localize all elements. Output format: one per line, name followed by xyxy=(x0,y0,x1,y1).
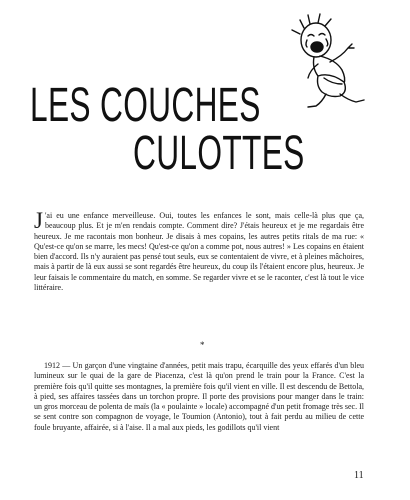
paragraph-2: 1912 — Un garçon d'une vingtaine d'années, petit mais trapu, écarquille des yeux effarés d'un bleu lumineux sur le quai de la gare de Piacenza, c'est là qu'on prend le train pour la France. C'est la première fois qu'il quitte ses montagnes, la première fois qu'il vient en ville. Il est descendu de Bettola, à pied, ses affaires tassées dans un torchon propre. Il porte des provisions pour manger dans le train: un gros morceau de polenta de maïs (la « poulainte » locale) accompagné d'un petit fromage très sec. Il se sent contre son compagnon de voyage, le Toumion (Antonio), tout à fait perdu au milieu de cette foule bruyante, affairée, si à l'aise. Il a mal aux pieds, les godillots qu'il vient xyxy=(34,361,364,432)
crying-baby-illustration xyxy=(286,12,376,112)
paragraph-1-text: 'ai eu une enfance merveilleuse. Oui, toutes les enfances le sont, mais celle-là plus que ça, beaucoup plus. Et je m'en rendais compte. Comment dire? J'étais heureux et je me regardais être heureux. Je me racontais mon bonheur. Je disais à mes copains, les autres petits ritals de ma rue: « Qu'est-ce qu'on se marre, les mecs! Qu'est-ce qu'on a comme pot, nous autres! » Les copains en étaient bien d'accord. Ils n'y auraient pas pensé tout seuls, eux se contentaient de vivre, et à pleines mâchoires, mais à partir de là eux aussi se sont regardés être heureux, du coup ils l'étaient encore plus, heureux. Je leur faisais le commentaire du match, en somme. Se regarder vivre et se le raconter, c'est là tout le vice littéraire. xyxy=(34,211,364,293)
drop-cap: J xyxy=(34,208,43,233)
chapter-title-line-2: CULOTTES xyxy=(133,127,305,180)
page-number: 11 xyxy=(354,470,364,481)
paragraph-1 xyxy=(34,208,364,293)
section-separator: * xyxy=(200,340,205,350)
chapter-title-line-1: LES COUCHES xyxy=(30,79,261,132)
